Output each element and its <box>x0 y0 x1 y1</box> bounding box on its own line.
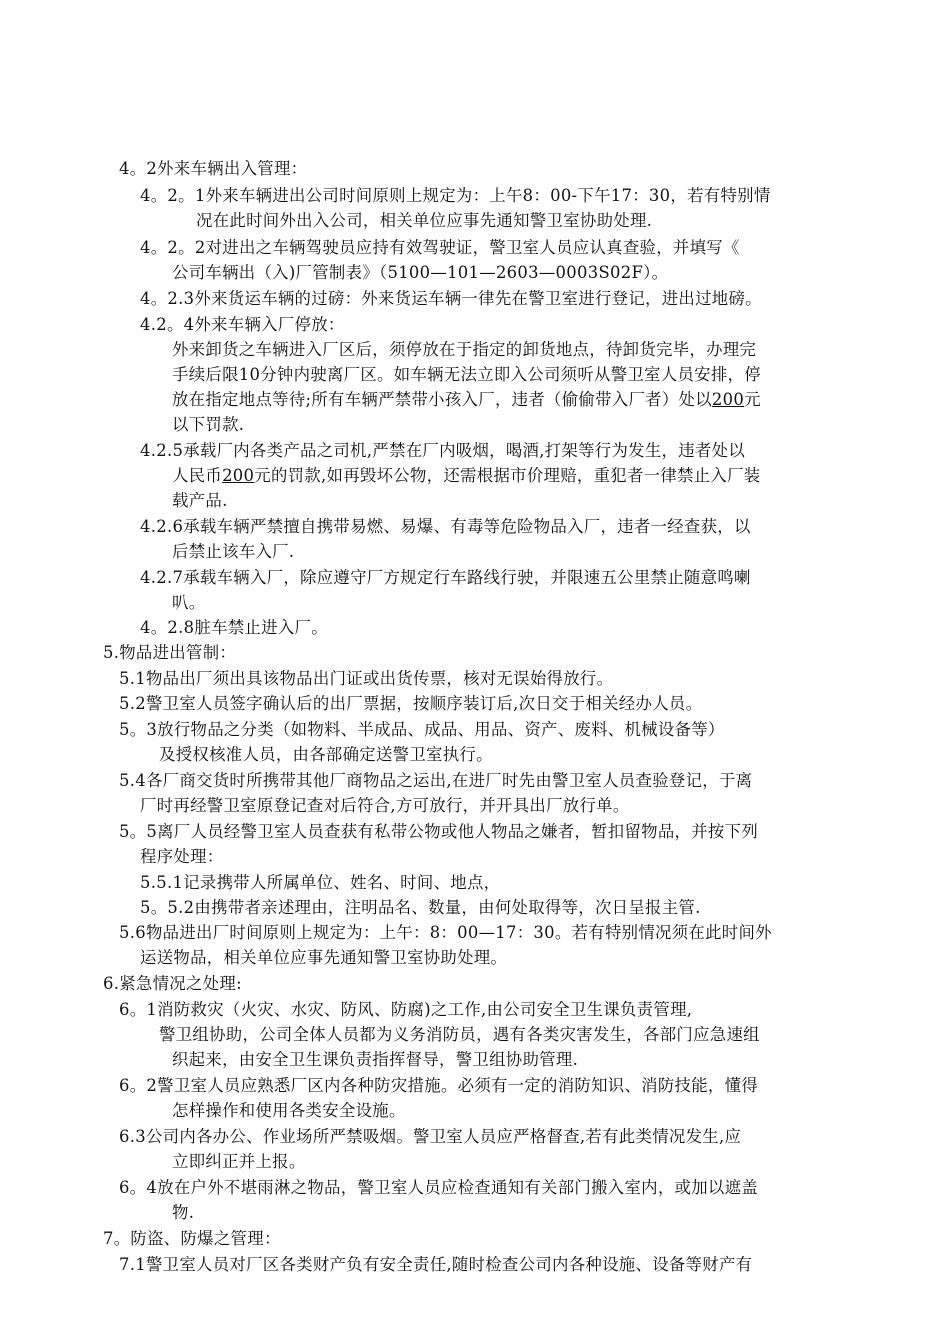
para-5-4: 5.4各厂商交货时所携带其他厂商物品之运出,在进厂时先由警卫室人员查验登记，于离 <box>119 771 753 790</box>
para-5-5: 5。5离厂人员经警卫室人员查获有私带公物或他人物品之嫌者，暂扣留物品，并按下列 <box>119 822 759 841</box>
para-5-4-cont: 厂时再经警卫室原登记查对后符合,方可放行，并开具出厂放行单。 <box>140 796 630 815</box>
para-4-2-4-line3 <box>172 388 761 412</box>
para-5-1: 5.1物品出厂须出具该物品出门证或出货传票，核对无误始得放行。 <box>119 669 614 688</box>
para-4-2-2-cont: 公司车辆出（入)厂管制表》（5100—101—2603—0003S02F）。 <box>172 263 669 282</box>
heading-6: 6.紧急情况之处理: <box>103 974 242 993</box>
para-4-2-4-line4: 以下罚款. <box>172 415 245 434</box>
para-7-1: 7.1警卫室人员对厂区各类财产负有安全责任,随时检查公司内各种设施、设备等财产有 <box>119 1255 753 1274</box>
para-4-2-5: 4.2.5承载厂内各类产品之司机,严禁在厂内吸烟，喝酒,打架等行为发生，违者处以 <box>140 441 746 460</box>
para-6-3: 6.3公司内各办公、作业场所严禁吸烟。警卫室人员应严格督查,若有此类情况发生,应 <box>119 1127 742 1146</box>
para-6-1: 6。1消防救灾（火灾、水灾、防风、防腐)之工作,由公司安全卫生课负责管理, <box>119 1000 693 1019</box>
para-4-2-2: 4。2。2对进出之车辆驾驶员应持有效驾驶证，警卫室人员应认真查验，并填写《 <box>140 238 740 257</box>
para-6-3-cont: 立即纠正并上报。 <box>172 1152 306 1171</box>
heading-4-2: 4。2外来车辆出入管理： <box>119 159 308 178</box>
para-6-1-line2: 警卫组协助，公司全体人员都为义务消防员，遇有各类灾害发生，各部门应急速组 <box>159 1025 760 1044</box>
para-6-2: 6。2警卫室人员应熟悉厂区内各种防灾措施。必须有一定的消防知识、消防技能，懂得 <box>119 1076 759 1095</box>
para-4-2-4-line2: 手续后限10分钟内驶离厂区。如车辆无法立即入公司须听从警卫室人员安排，停 <box>172 365 761 384</box>
fine-amount-200: 200 <box>711 390 745 409</box>
para-4-2-4: 4.2。4外来车辆入厂停放： <box>140 315 345 334</box>
para-4-2-1-cont: 况在此时间外出入公司，相关单位应事先通知警卫室协助处理. <box>196 211 653 230</box>
para-4-2-7: 4.2.7承载车辆入厂，除应遵守厂方规定行车路线行驶，并限速五公里禁止随意鸣喇 <box>140 568 751 587</box>
para-4-2-5-line3: 载产品. <box>172 491 228 510</box>
para-4-2-3: 4。2.3外来货运车辆的过磅：外来货运车辆一律先在警卫室进行登记，进出过地磅。 <box>140 289 762 308</box>
yuan-unit: 元 <box>744 390 761 409</box>
para-5-5-2: 5。5.2由携带者亲述理由，注明品名、数量，由何处取得等，次日呈报主管. <box>140 898 701 917</box>
para-6-4-cont: 物. <box>172 1203 195 1222</box>
para-4-2-8: 4。2.8脏车禁止进入厂。 <box>140 618 328 637</box>
para-4-2-4-line1: 外来卸货之车辆进入厂区后，须停放在于指定的卸货地点，待卸货完毕，办理完 <box>172 340 757 359</box>
para-4-2-7-cont: 叭。 <box>172 593 206 612</box>
para-4-2-6: 4.2.6承载车辆严禁擅自携带易燃、易爆、有毒等危险物品入厂，违者一经查获，以 <box>140 517 751 536</box>
para-5-6-cont: 运送物品，相关单位应事先通知警卫室协助处理。 <box>140 948 508 967</box>
para-4-2-5-line2 <box>172 464 761 488</box>
para-6-2-cont: 怎样操作和使用各类安全设施。 <box>172 1101 406 1120</box>
rmb-label: 人民币 <box>172 466 223 485</box>
para-4-2-6-cont: 后禁止该车入厂. <box>172 542 295 561</box>
para-5-2: 5.2警卫室人员签字确认后的出厂票据，按顺序装订后,次日交于相关经办人员。 <box>119 694 703 713</box>
para-4-2-1: 4。2。1外来车辆进出公司时间原则上规定为：上午8：00-下午17：30，若有特别情 <box>140 186 771 205</box>
heading-5: 5.物品进出管制： <box>103 643 237 662</box>
para-6-1-line3: 织起来，由安全卫生课负责指挥督导，警卫组协助管理. <box>172 1050 579 1069</box>
para-4-2-5-line2-text: 元的罚款,如再毁坏公物，还需根据市价理赔，重犯者一律禁止入厂装 <box>254 466 761 485</box>
para-6-4: 6。4放在户外不堪雨淋之物品，警卫室人员应检查通知有关部门搬入室内，或加以遮盖 <box>119 1178 759 1197</box>
para-5-6: 5.6物品进出厂时间原则上规定为：上午：8：00—17：30。若有特别情况须在此时间外 <box>119 923 772 942</box>
para-5-3: 5。3放行物品之分类（如物料、半成品、成品、用品、资产、废料、机械设备等） <box>119 720 725 739</box>
heading-7: 7。防盗、防爆之管理： <box>103 1229 281 1248</box>
fine-amount-200-b: 200 <box>222 466 255 485</box>
para-5-3-cont: 及授权核准人员，由各部确定送警卫室执行。 <box>159 745 493 764</box>
para-5-5-cont: 程序处理： <box>140 847 224 866</box>
para-5-5-1: 5.5.1记录携带人所属单位、姓名、时间、地点， <box>140 873 501 892</box>
para-4-2-4-line3-text: 放在指定地点等待;所有车辆严禁带小孩入厂，违者（偷偷带入厂者）处以 <box>172 390 712 409</box>
